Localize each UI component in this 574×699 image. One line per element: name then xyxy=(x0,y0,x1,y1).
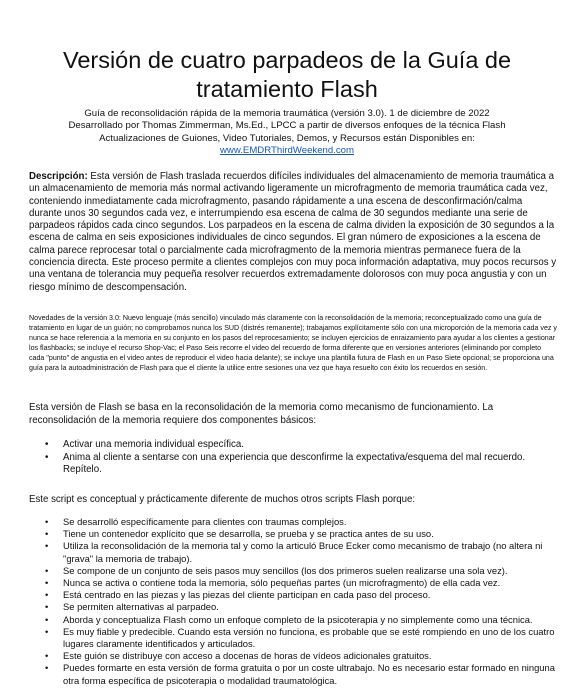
list-item: • Utiliza la reconsolidación de la memoria tal y como la articuló Bruce Ecker como mecanismo de trabajo (no altera ni "grava" la memoria de trabajo). xyxy=(45,540,543,564)
list-item: • Este guión se distribuye con acceso a docenas de horas de vídeos adicionales gratuitos. xyxy=(45,650,432,662)
list-item: • Nunca se activa o contiene toda la memoria, sólo pequeñas partes (un microfragmento) de ella cada vez. xyxy=(45,577,501,589)
document-meta xyxy=(20,108,554,158)
bullet-icon: • xyxy=(45,528,49,540)
list-item: • Está centrado en las piezas y las piezas del cliente participan en cada paso del proceso. xyxy=(45,589,431,601)
list-item: • Aborda y conceptualiza Flash como un enfoque completo de la psicoterapia y no simplemente como una técnica. xyxy=(45,613,533,625)
bullet-icon: • xyxy=(45,662,49,674)
bullet-icon: • xyxy=(45,613,49,625)
description-text: Esta versión de Flash traslada recuerdos difíciles individuales del almacenamiento de memoria traumática a un almacenamiento de memoria más normal activando ligeramente un microfragmento de memoria traumática cada vez, conteniendo inmediatamente cada microfragmento, pasando rápidamente a una escena de desconfirmación/calma durante unos 30 segundos cada vez, e interrumpiendo esa escena de calma de 30 segundos mediante una serie de parpadeos rápidos cada cinco segundos. Los parpadeos en la escena de calma dividen la exposición de 30 segundos a la escena de calma en seis exposiciones individuales de cinco segundos. El gran número de exposiciones a la escena de calma parece reprocesar total o parcialmente cada microfragmento de la memoria mientras permanece fuera de la conciencia directa. Este proceso permite a clientes complejos con muy poca información adaptativa, muy pocos recursos y una ventana de tolerancia muy pequeña resolver recuerdos extremadamente dolorosos con muy poca angustia y con un riesgo mínimo de descompensación. xyxy=(29,171,557,293)
list-item: • Puedes formarte en esta versión de forma gratuita o por un coste ultrabajo. No es necesario estar formado en ninguna otra forma específica de psicoterapia o modalidad traumatológica. xyxy=(45,662,555,686)
meta-line-updates: Actualizaciones de Guiones, Video Tutoriales, Demos, y Recursos están Disponibles en: xyxy=(99,132,475,144)
version-news-paragraph: Novedades de la versión 3.0: Nuevo lenguaje (más sencillo) vinculado más claramente con la reconsolidación de la memoria; reconceptualizado como una guía de tratamiento en lugar de un guión; no comprobamos nunca los SUD (distrés remanente); trabajamos explícitamente sólo con una microporción de la memoria cada vez y nunca se hace referencia a la memoria en su conjunto en los pasos del reprocesamiento; se incluyen ejercicios de enraizamiento para ayudar a los clientes a gestionar los flashbacks; se incluye el recurso Shop-Vac; el Paso Seis recorre el video del recuerdo de forma diferente que en versiones anteriores (eliminando por completo cada "punto" de angustia en el video antes de reproducir el video hacia delante); se incluye una plantilla futura de Flash en un Paso Siete opcional; se proporciona una guía para la autoadministración de Flash para que el cliente la utilice entre sesiones una vez que haya resuelto con éxito los recuerdos en sesión. xyxy=(29,314,557,373)
list-item: • Se compone de un conjunto de seis pasos muy sencillos (los dos primeros suelen realizarse una sola vez). xyxy=(45,564,508,576)
bullet-icon: • xyxy=(45,650,49,662)
bullet-icon: • xyxy=(45,577,49,589)
bullet-icon: • xyxy=(45,564,49,576)
document-title: Versión de cuatro parpadeos de la Guía de tratamiento Flash xyxy=(62,47,512,102)
reasons-list xyxy=(29,516,557,687)
list-item: • Se desarrolló específicamente para clientes con traumas complejos. xyxy=(45,516,347,527)
list-item: • Activar una memoria individual específica. xyxy=(45,439,244,450)
list-item: • Es muy fiable y predecible. Cuando esta versión no funciona, es probable que se esté rompiendo en uno de los cuatro lugares claramente identificados y articulados. xyxy=(45,625,555,650)
meta-line-author: Desarrollado por Thomas Zimmerman, Ms.Ed., LPCC a partir de diversos enfoques de la técnica Flash xyxy=(68,120,506,132)
bullet-icon: • xyxy=(45,589,49,601)
differences-intro-paragraph: Este script es conceptual y prácticamente diferente de muchos otros scripts Flash porque: xyxy=(29,494,416,505)
list-item: • Se permiten alternativas al parpadeo. xyxy=(45,601,219,613)
description-label: Descripción: xyxy=(29,171,88,182)
meta-line-guide: Guía de reconsolidación rápida de la memoria traumática (versión 3.0). 1 de diciembre de 2022 xyxy=(84,108,490,119)
bullet-icon: • xyxy=(45,540,49,552)
bullet-icon: • xyxy=(45,625,49,637)
bullet-icon: • xyxy=(45,439,49,450)
list-item: • Anima al cliente a sentarse con una experiencia que desconfirme la expectativa/esquema del mal recuerdo. Repítelo. xyxy=(45,451,526,476)
list-item: • Tiene un contenedor explícito que se desarrolla, se prueba y se practica antes de su uso. xyxy=(45,528,434,540)
description-paragraph xyxy=(29,171,557,294)
bullet-icon: • xyxy=(45,451,49,463)
components-list xyxy=(29,439,557,477)
mechanism-intro-paragraph: Esta versión de Flash se basa en la reconsolidación de la memoria como mecanismo de funcionamiento. La reconsolidación de la memoria requiere dos componentes básicos: xyxy=(29,402,494,426)
bullet-icon: • xyxy=(45,601,49,613)
bullet-icon: • xyxy=(45,516,49,527)
website-link[interactable]: www.EMDRThirdWeekend.com xyxy=(220,145,354,157)
